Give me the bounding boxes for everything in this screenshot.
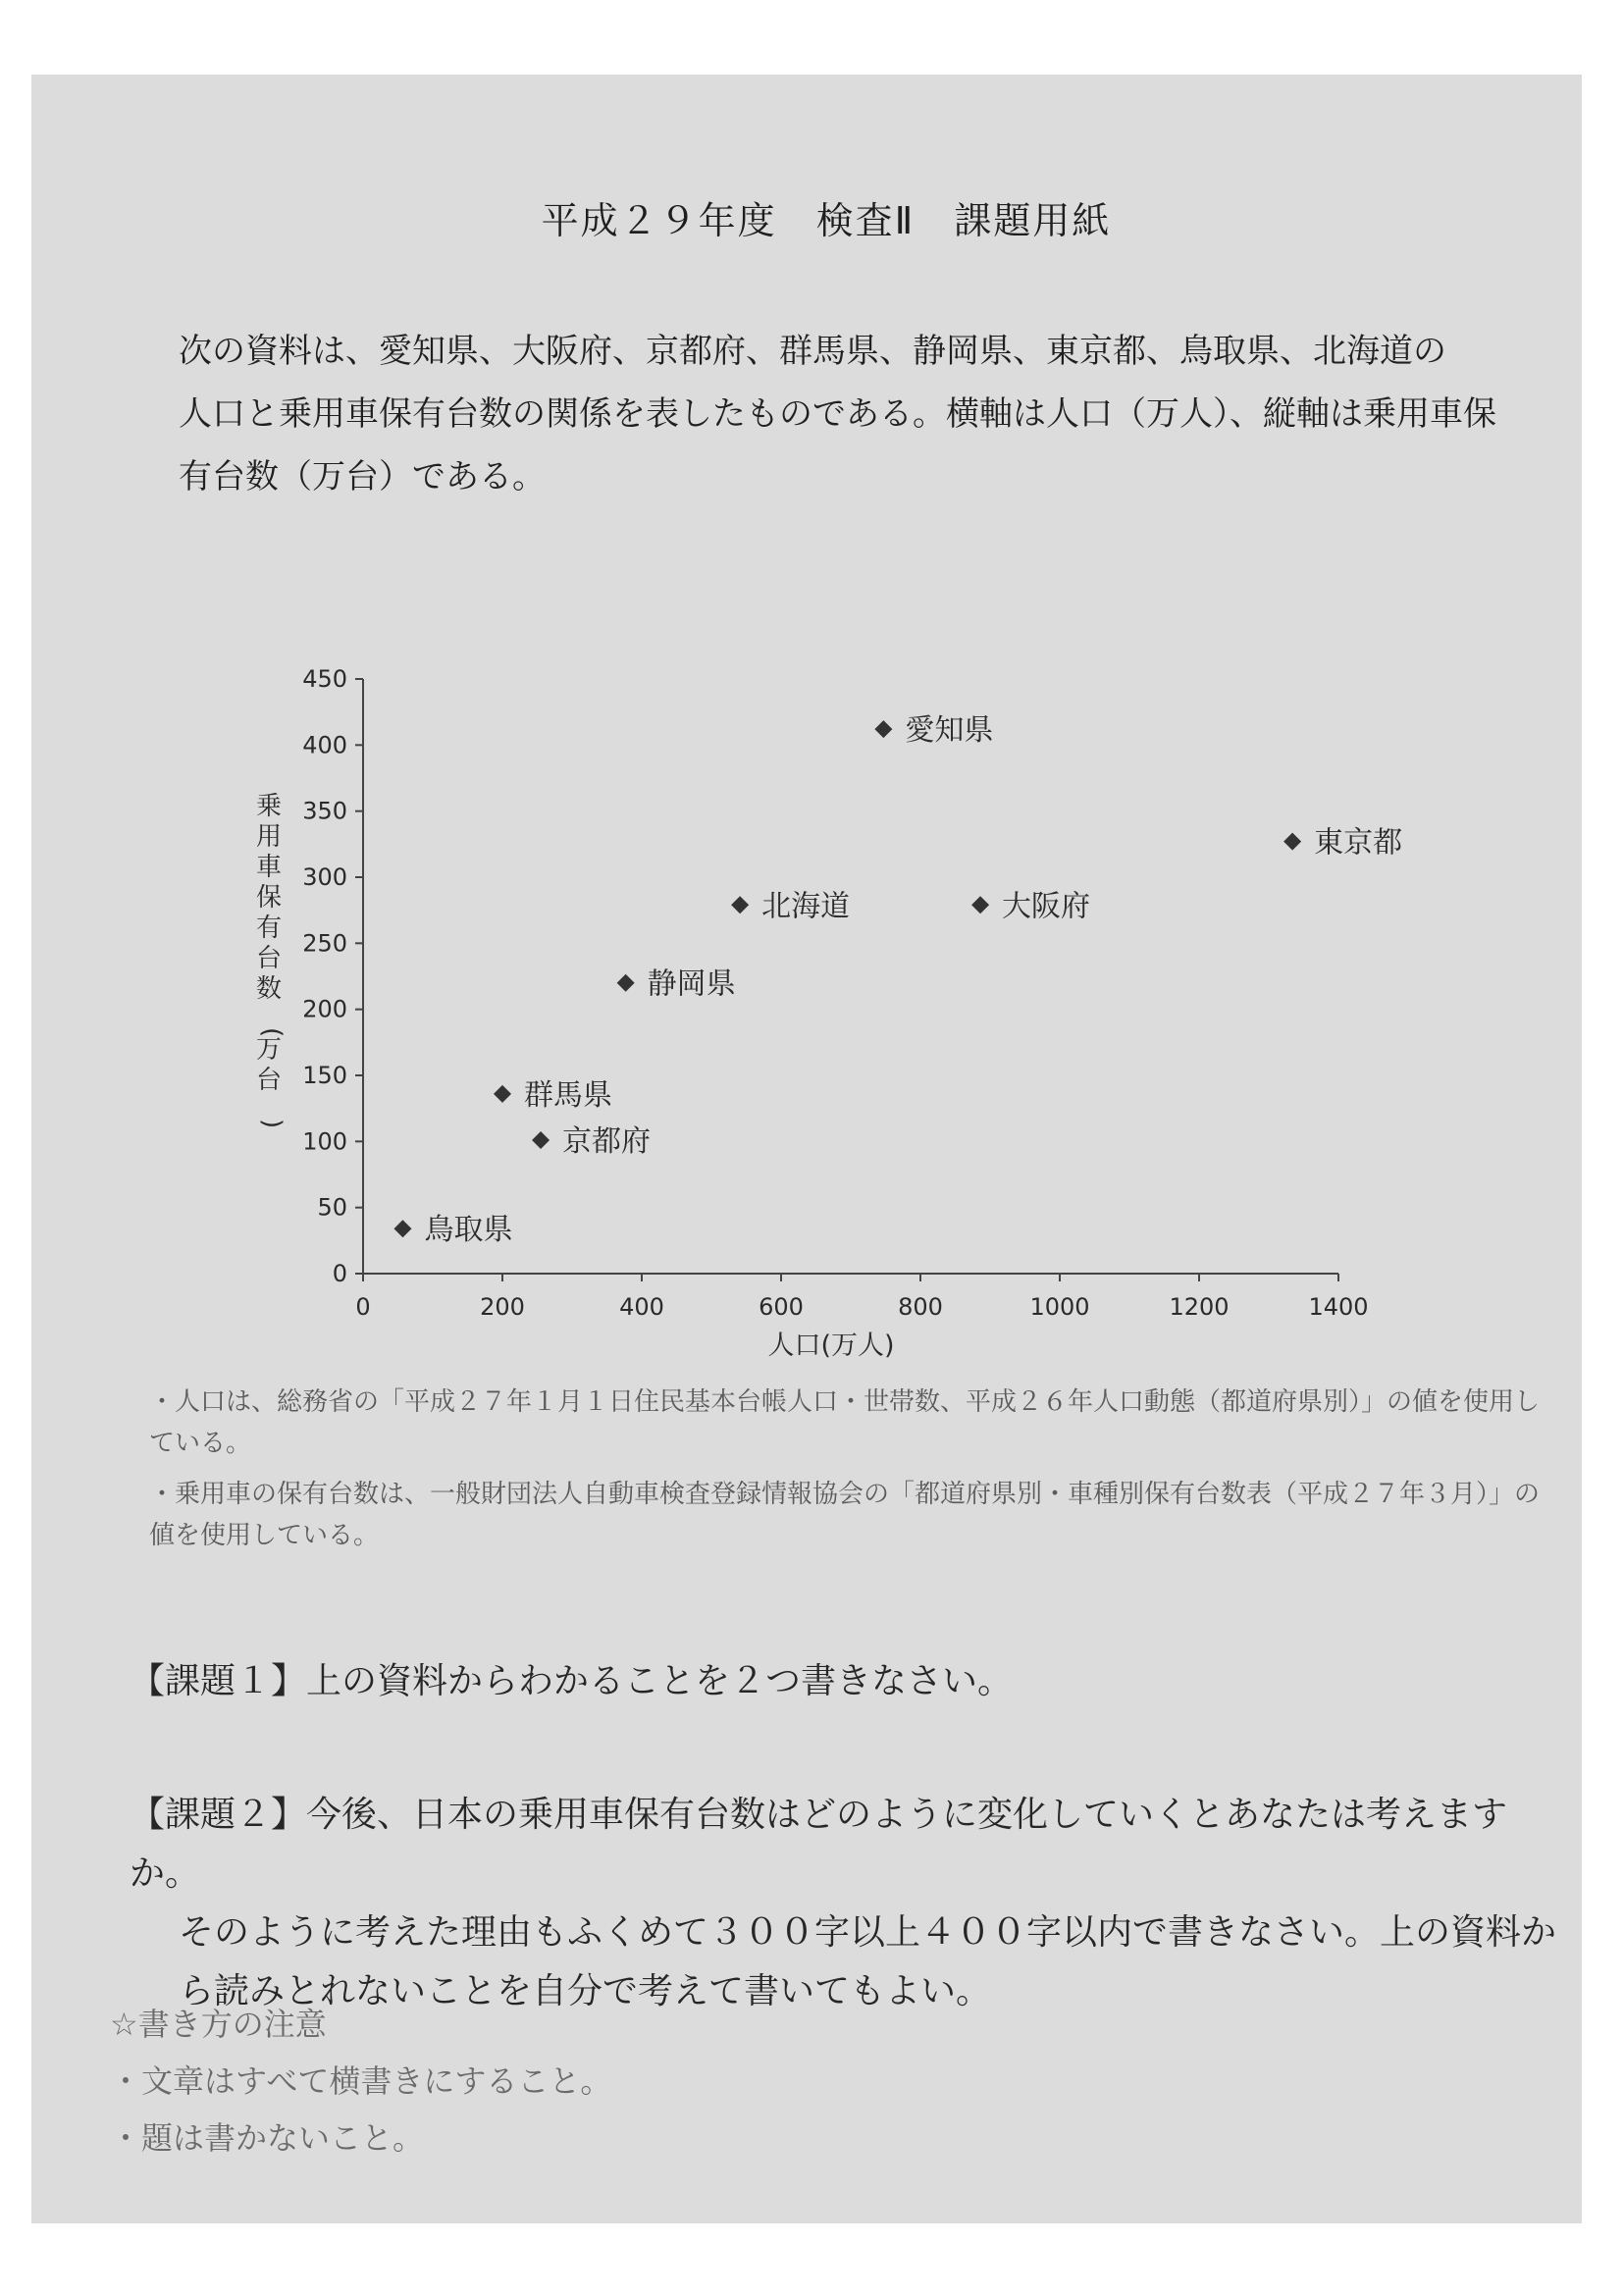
data-point — [874, 720, 892, 738]
exam-sheet — [31, 75, 1582, 2223]
task-2-line: ら読みとれないことを自分で考えて書いてもよい。 — [179, 1971, 992, 2011]
intro-line: 人口と乗用車保有台数の関係を表したものである。横軸は人口（万人）、縦軸は乗用車保 — [179, 394, 1496, 434]
y-tick-label: 400 — [302, 731, 347, 759]
y-tick-label: 0 — [332, 1260, 347, 1287]
data-point-label: 群馬県 — [524, 1077, 612, 1113]
data-point — [617, 974, 635, 992]
y-tick-label: 450 — [302, 665, 347, 693]
y-axis-label: 乗用車保有台数(万台) — [255, 792, 287, 1129]
x-tick-label: 1400 — [1308, 1293, 1369, 1321]
source-note: ・人口は、総務省の「平成２７年１月１日住民基本台帳人口・世帯数、平成２６年人口動態（都道府県別）」の値を使用している。 — [149, 1387, 1541, 1458]
scatter-chart — [218, 585, 1415, 1360]
y-tick-label: 50 — [317, 1193, 347, 1222]
y-tick-label: 350 — [302, 797, 347, 825]
x-tick-label: 800 — [898, 1293, 943, 1321]
y-tick-label: 300 — [302, 863, 347, 891]
intro-paragraph — [179, 320, 1552, 508]
x-axis-label: 人口(万人) — [767, 1331, 895, 1360]
data-point-label: 愛知県 — [905, 713, 994, 749]
x-tick-label: 1200 — [1169, 1293, 1230, 1321]
y-tick-label: 250 — [302, 929, 347, 958]
page-title: 平成２９年度 検査Ⅱ 課題用紙 — [541, 199, 1112, 242]
task-2-line: そのように考えた理由もふくめて３００字以上４００字以内で書きなさい。上の資料か — [179, 1912, 1557, 1953]
task-2-line: 【課題２】今後、日本の乗用車保有台数はどのように変化していくとあなたは考えますか。 — [130, 1795, 1508, 1894]
data-point-label: 京都府 — [562, 1123, 652, 1159]
x-tick-label: 600 — [759, 1293, 804, 1321]
y-tick-label: 150 — [302, 1062, 347, 1089]
data-point-label: 鳥取県 — [424, 1213, 513, 1248]
writing-notes — [110, 1996, 1484, 2166]
data-point — [494, 1085, 511, 1103]
data-point-label: 静岡県 — [647, 966, 736, 1002]
x-tick-label: 400 — [619, 1293, 664, 1321]
data-point — [1283, 833, 1301, 851]
writing-notes-heading: ☆書き方の注意 — [110, 2006, 327, 2043]
data-point-label: 東京都 — [1314, 825, 1403, 861]
intro-line: 次の資料は、愛知県、大阪府、京都府、群馬県、静岡県、東京都、鳥取県、北海道の — [179, 332, 1446, 371]
x-tick-label: 0 — [355, 1293, 371, 1321]
data-point-label: 北海道 — [761, 889, 851, 924]
data-point — [393, 1220, 411, 1237]
task-2 — [130, 1786, 1562, 2021]
data-point-label: 大阪府 — [1002, 889, 1091, 924]
data-point — [971, 896, 989, 913]
writing-note: ・文章はすべて横書きにすること。 — [110, 2062, 612, 2100]
data-point — [532, 1131, 550, 1149]
source-notes — [149, 1382, 1562, 1566]
intro-line: 有台数（万台）である。 — [179, 457, 546, 496]
source-note: ・乗用車の保有台数は、一般財団法人自動車検査登録情報協会の「都道府県別・車種別保有台数表（平成２７年３月）」の値を使用している。 — [149, 1480, 1541, 1550]
y-tick-label: 200 — [302, 995, 347, 1023]
y-tick-label: 100 — [302, 1127, 347, 1156]
x-tick-label: 200 — [480, 1293, 525, 1321]
x-tick-label: 1000 — [1029, 1293, 1090, 1321]
task-1-text: 【課題１】上の資料からわかることを２つ書きなさい。 — [130, 1661, 1014, 1701]
writing-note: ・題は書かないこと。 — [110, 2119, 425, 2157]
task-1 — [130, 1652, 1562, 1711]
data-point — [731, 896, 749, 913]
